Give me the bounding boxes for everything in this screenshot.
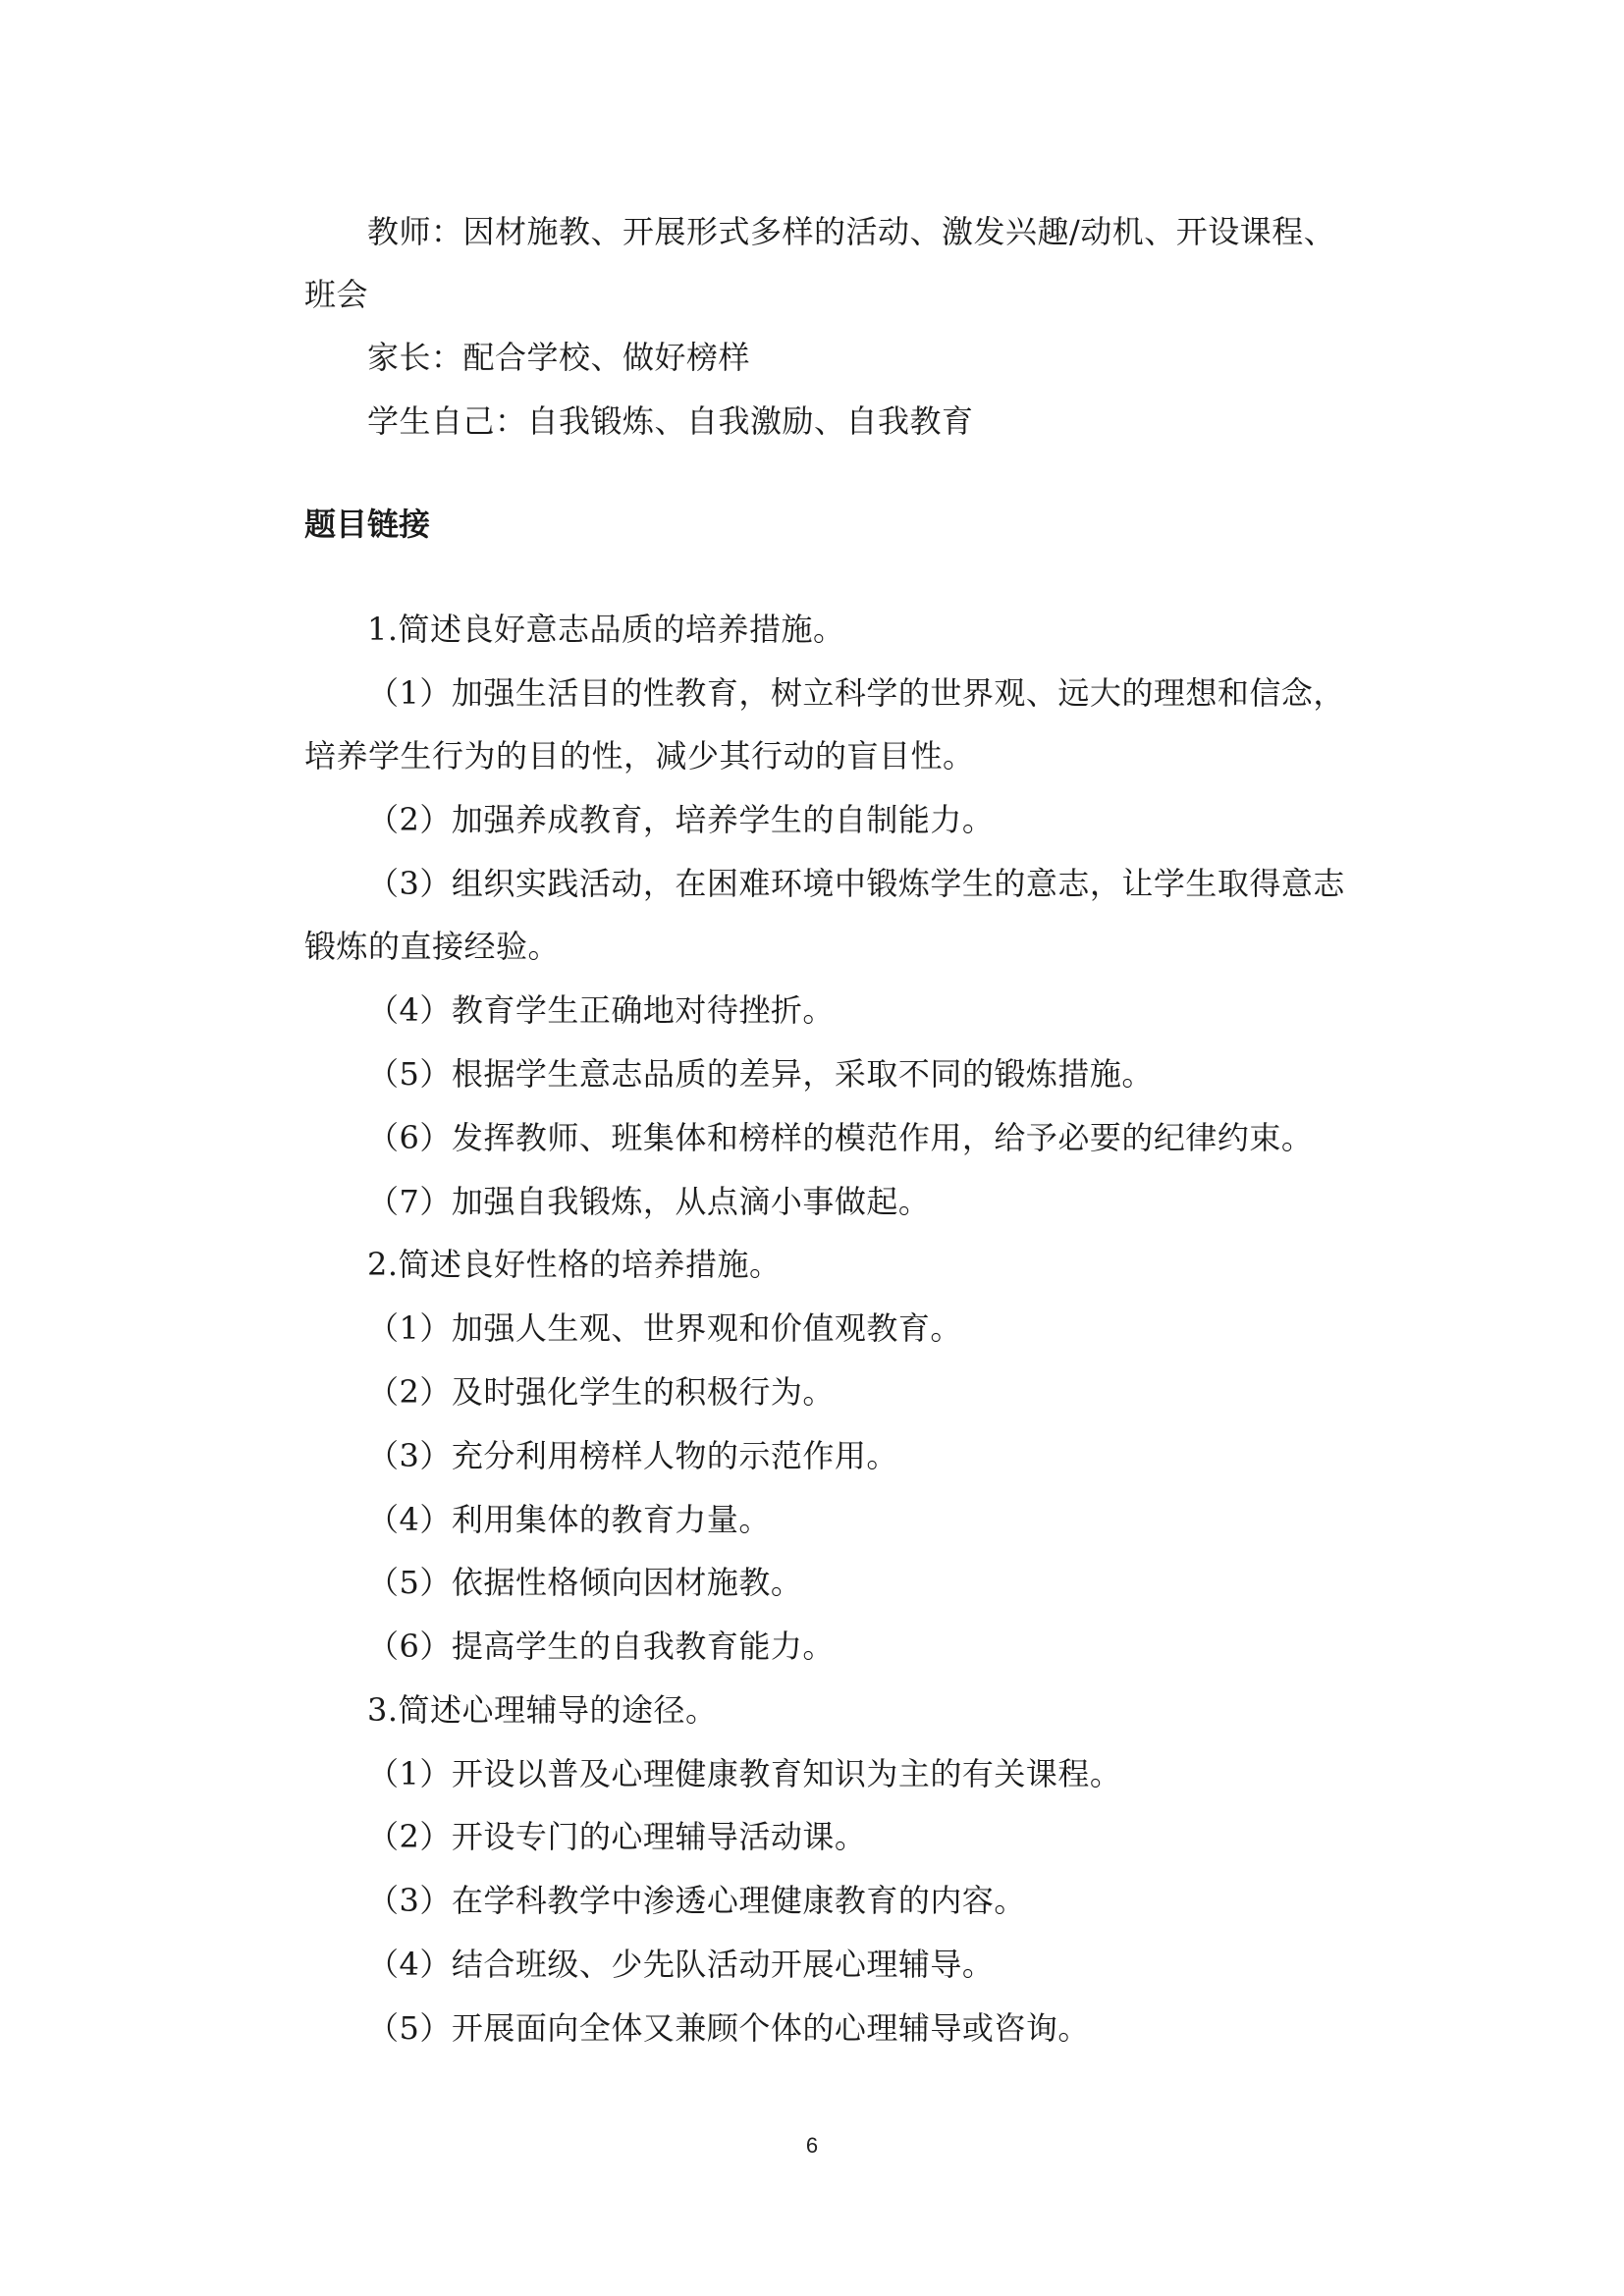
intro-student-line: 学生自己：自我锻炼、自我激励、自我教育 [367,402,974,440]
question-2-title: 2.简述良好性格的培养措施。 [367,1246,782,1283]
section-heading: 题目链接 [304,506,431,543]
intro-parent-line: 家长：配合学校、做好榜样 [367,339,751,376]
question-1-item-1-line-1: （1）加强生活目的性教育，树立科学的世界观、远大的理想和信念， [367,674,1345,712]
question-1-item-3-line-2: 锻炼的直接经验。 [304,928,561,965]
question-2-item: （2）及时强化学生的积极行为。 [367,1373,835,1411]
page-number: 6 [805,2133,819,2158]
question-1-item-2: （2）加强养成教育，培养学生的自制能力。 [367,801,995,838]
intro-teacher-line-1: 教师：因材施教、开展形式多样的活动、激发兴趣/动机、开设课程、 [367,213,1336,250]
question-3-title: 3.简述心理辅导的途径。 [367,1691,718,1729]
question-1-item-7: （7）加强自我锻炼，从点滴小事做起。 [367,1183,931,1220]
question-1-item-5: （5）根据学生意志品质的差异，采取不同的锻炼措施。 [367,1055,1154,1093]
question-3-item: （2）开设专门的心理辅导活动课。 [367,1818,867,1855]
question-3-item: （4）结合班级、少先队活动开展心理辅导。 [367,1946,995,1983]
question-1-item-1-line-2: 培养学生行为的目的性，减少其行动的盲目性。 [304,737,975,774]
question-2-item: （4）利用集体的教育力量。 [367,1501,771,1538]
question-1-item-4: （4）教育学生正确地对待挫折。 [367,991,835,1029]
question-2-item: （6）提高学生的自我教育能力。 [367,1628,835,1665]
question-2-item: （1）加强人生观、世界观和价值观教育。 [367,1309,962,1347]
question-2-item: （5）依据性格倾向因材施教。 [367,1564,803,1601]
question-3-item: （3）在学科教学中渗透心理健康教育的内容。 [367,1882,1026,1919]
question-1-item-3-line-1: （3）组织实践活动，在困难环境中锻炼学生的意志，让学生取得意志 [367,865,1345,902]
question-3-item: （5）开展面向全体又兼顾个体的心理辅导或咨询。 [367,2009,1090,2047]
question-3-item: （1）开设以普及心理健康教育知识为主的有关课程。 [367,1755,1122,1792]
question-1-title: 1.简述良好意志品质的培养措施。 [367,611,845,648]
question-1-item-6: （6）发挥教师、班集体和榜样的模范作用，给予必要的纪律约束。 [367,1119,1314,1156]
question-2-item: （3）充分利用榜样人物的示范作用。 [367,1437,898,1474]
intro-teacher-line-2: 班会 [304,276,369,313]
